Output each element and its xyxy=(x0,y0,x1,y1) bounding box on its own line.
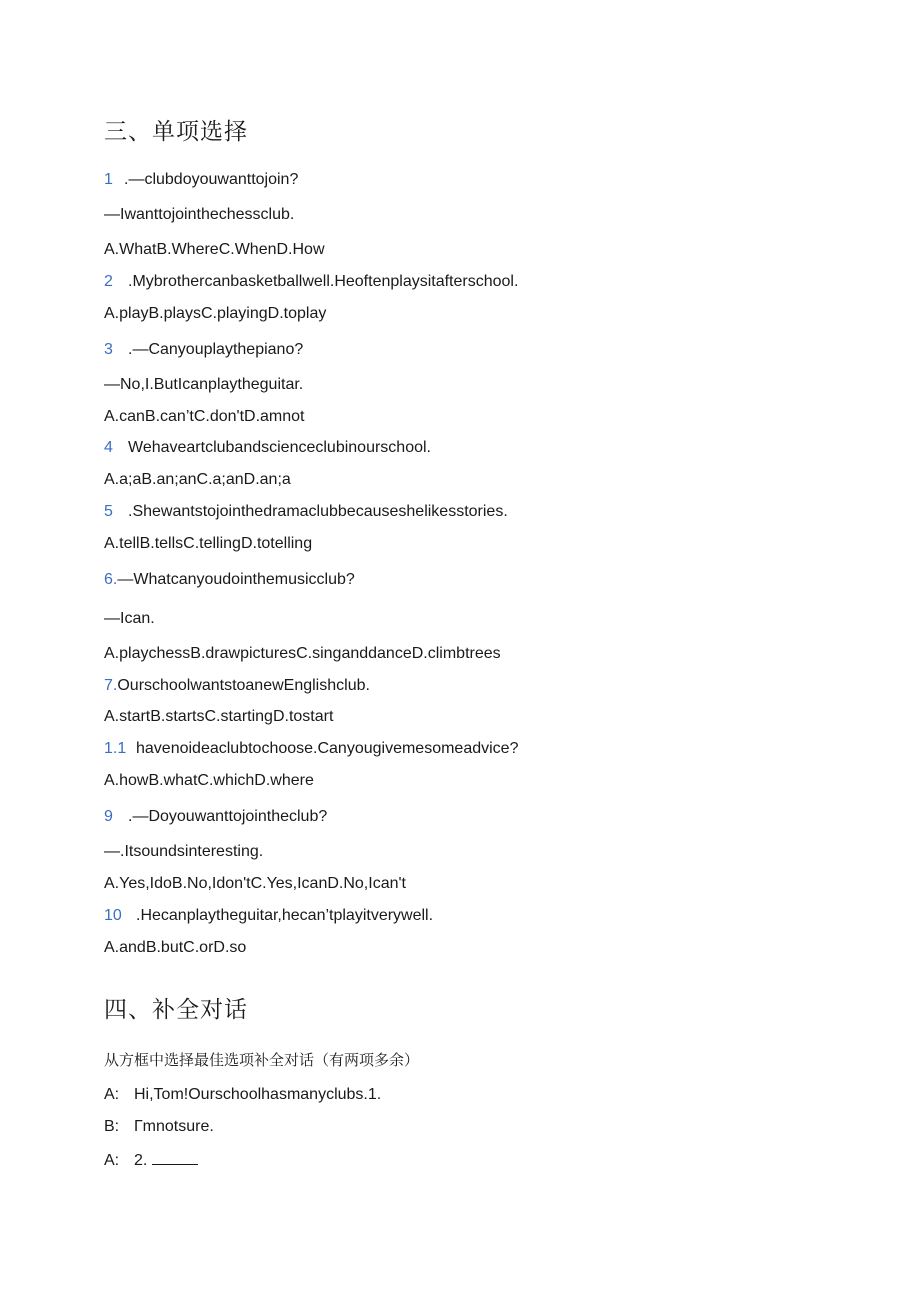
question-number: 6. xyxy=(104,571,118,588)
question-2 xyxy=(104,272,518,292)
question-4 xyxy=(104,438,431,458)
question-9 xyxy=(104,807,327,827)
question-number: 9 xyxy=(104,808,113,825)
question-8 xyxy=(104,739,518,759)
instruction-text: 从方框中选择最佳选项补全对话（有两项多余） xyxy=(104,1052,420,1069)
answer-line: —No,I.ButIcanplaytheguitar. xyxy=(104,376,304,393)
question-10 xyxy=(104,906,433,926)
question-text: .—Doyouwanttojointheclub? xyxy=(128,808,328,825)
options-line: A.tellB.tellsC.tellingD.totelling xyxy=(104,535,313,552)
dialogue-text: Гmnotsure. xyxy=(134,1118,214,1135)
section-3-title: 三、单项选择 xyxy=(104,118,248,144)
question-text: .Mybrothercanbasketballwell.Heoftenplaysitafterschool. xyxy=(128,273,519,290)
dialogue-line xyxy=(104,1117,214,1137)
question-5 xyxy=(104,502,508,522)
answer-line: —.Itsoundsinteresting. xyxy=(104,843,264,860)
question-number: 1 xyxy=(104,171,113,188)
options-line: A.howB.whatC.whichD.where xyxy=(104,772,314,789)
question-number: 4 xyxy=(104,439,113,456)
options-line: A.Yes,IdoB.No,Idon'tC.Yes,IcanD.No,Ican't xyxy=(104,875,406,892)
options-line: A.playchessB.drawpicturesC.singanddanceD.climbtrees xyxy=(104,645,501,662)
question-number: 10 xyxy=(104,907,122,924)
question-3 xyxy=(104,340,303,360)
question-text: .—Canyouplaythepiano? xyxy=(128,341,304,358)
options-line: A.WhatB.WhereC.WhenD.How xyxy=(104,241,325,258)
dialogue-line xyxy=(104,1085,381,1105)
dialogue-text: 2. xyxy=(134,1152,148,1169)
options-line: A.canB.can’tC.don'tD.amnot xyxy=(104,408,305,425)
dialogue-text: Hi,Tom!Ourschoolhasmanyclubs.1. xyxy=(134,1086,382,1103)
dialogue-line xyxy=(104,1150,198,1171)
question-text: OurschoolwantstoanewEnglishclub. xyxy=(117,677,370,694)
answer-blank xyxy=(152,1150,198,1165)
question-number: 5 xyxy=(104,503,113,520)
question-number: 2 xyxy=(104,273,113,290)
answer-line: —Iwanttojointhechessclub. xyxy=(104,206,295,223)
question-text: —Whatcanyoudointhemusicclub? xyxy=(117,571,355,588)
question-7 xyxy=(104,676,370,696)
options-line: A.andB.butC.orD.so xyxy=(104,939,247,956)
question-number: 7. xyxy=(104,677,118,694)
speaker: B: xyxy=(104,1118,120,1135)
section-4-title: 四、补全对话 xyxy=(104,996,248,1022)
options-line: A.startB.startsC.startingD.tostart xyxy=(104,708,334,725)
answer-line: —Ican. xyxy=(104,610,155,627)
question-text: Wehaveartclubandscienceclubinourschool. xyxy=(128,439,431,456)
question-text: .Shewantstojointhedramaclubbecauseshelikesstories. xyxy=(128,503,508,520)
question-number: 1.1 xyxy=(104,740,127,757)
question-text: .—clubdoyouwanttojoin? xyxy=(124,171,299,188)
options-line: A.playB.playsC.playingD.toplay xyxy=(104,305,327,322)
question-text: .Hecanplaytheguitar,hecan’tplayitverywell. xyxy=(136,907,434,924)
speaker: A: xyxy=(104,1152,120,1169)
options-line: A.a;aB.an;anC.a;anD.an;a xyxy=(104,471,291,488)
question-6 xyxy=(104,570,355,590)
question-text: havenoideaclubtochoose.Canyougivemesomeadvice? xyxy=(136,740,519,757)
question-number: 3 xyxy=(104,341,113,358)
speaker: A: xyxy=(104,1086,120,1103)
question-1 xyxy=(104,170,298,190)
